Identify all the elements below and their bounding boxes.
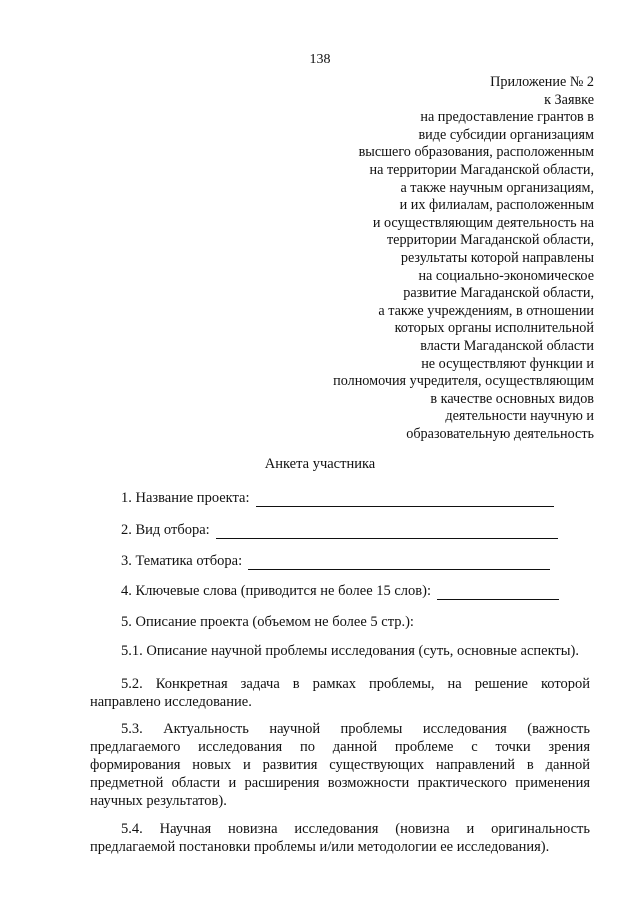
appendix-line: территории Магаданской области, [386, 232, 594, 249]
appendix-line: деятельности научную и [445, 408, 594, 425]
appendix-line: которых органы исполнительной [394, 320, 594, 337]
section-5: 5. Описание проекта (объемом не более 5 стр.): [121, 614, 414, 630]
section-5-3-line: 5.3. Актуальность научной проблемы исследования (важность [121, 721, 590, 737]
appendix-line: виде субсидии организациям [418, 126, 594, 143]
appendix-line: на территории Магаданской области, [369, 161, 594, 178]
appendix-line: власти Магаданской области [420, 337, 594, 354]
appendix-line: и их филиалам, расположенным [399, 197, 594, 214]
selection-topic-label: 3. Тематика отбора: [121, 553, 243, 569]
section-5-3-line: формирования новых и развития существующих направлений в данной [90, 757, 590, 773]
appendix-line: не осуществляют функции и [421, 355, 594, 372]
project-name-field [121, 490, 554, 507]
selection-type-field [121, 522, 558, 539]
keywords-label: 4. Ключевые слова (приводится не более 15 слов): [121, 583, 432, 599]
selection-type-blank[interactable] [216, 524, 558, 539]
appendix-line: образовательную деятельность [406, 425, 594, 442]
appendix-line: развитие Магаданской области, [403, 285, 594, 302]
section-5-4-line: предлагаемой постановки проблемы и/или методологии ее исследования). [90, 839, 550, 855]
appendix-line: полномочия учредителя, осуществляющим [333, 373, 594, 390]
section-5-2-line: 5.2. Конкретная задача в рамках проблемы, на решение которой [121, 676, 590, 692]
project-name-blank[interactable] [256, 492, 554, 507]
appendix-line: на предоставление грантов в [420, 109, 594, 126]
project-name-label: 1. Название проекта: [121, 490, 250, 506]
section-5-3-line: предметной области и расширения возможности практического применения [90, 775, 590, 791]
appendix-line: а также учреждениям, в отношении [378, 302, 594, 319]
keywords-field [121, 583, 559, 600]
keywords-blank[interactable] [437, 585, 559, 600]
appendix-line: Приложение № 2 [490, 74, 594, 90]
section-5-3-line: предлагаемого исследования по данной проблеме с точки зрения [90, 739, 590, 755]
appendix-line: к Заявке [544, 91, 594, 108]
section-5-3-line: научных результатов). [90, 793, 227, 809]
section-5-1: 5.1. Описание научной проблемы исследования (суть, основные аспекты). [121, 643, 579, 659]
selection-topic-blank[interactable] [248, 555, 550, 570]
appendix-line: результаты которой направлены [400, 249, 594, 266]
page-number: 138 [309, 52, 331, 67]
selection-type-label: 2. Вид отбора: [121, 522, 210, 538]
section-5-2 [90, 675, 590, 711]
appendix-line: и осуществляющим деятельность на [372, 214, 594, 231]
appendix-header [254, 74, 594, 443]
appendix-line: в качестве основных видов [430, 390, 594, 407]
section-5-4-line: 5.4. Научная новизна исследования (новизна и оригинальность [121, 821, 590, 837]
section-5-3 [90, 720, 590, 810]
section-5-2-line: направлено исследование. [90, 694, 252, 710]
appendix-line: высшего образования, расположенным [358, 144, 594, 161]
section-5-4 [90, 820, 590, 856]
form-title: Анкета участника [264, 456, 376, 472]
appendix-line: на социально-экономическое [418, 267, 594, 284]
selection-topic-field [121, 553, 550, 570]
appendix-line: а также научным организациям, [400, 179, 594, 196]
